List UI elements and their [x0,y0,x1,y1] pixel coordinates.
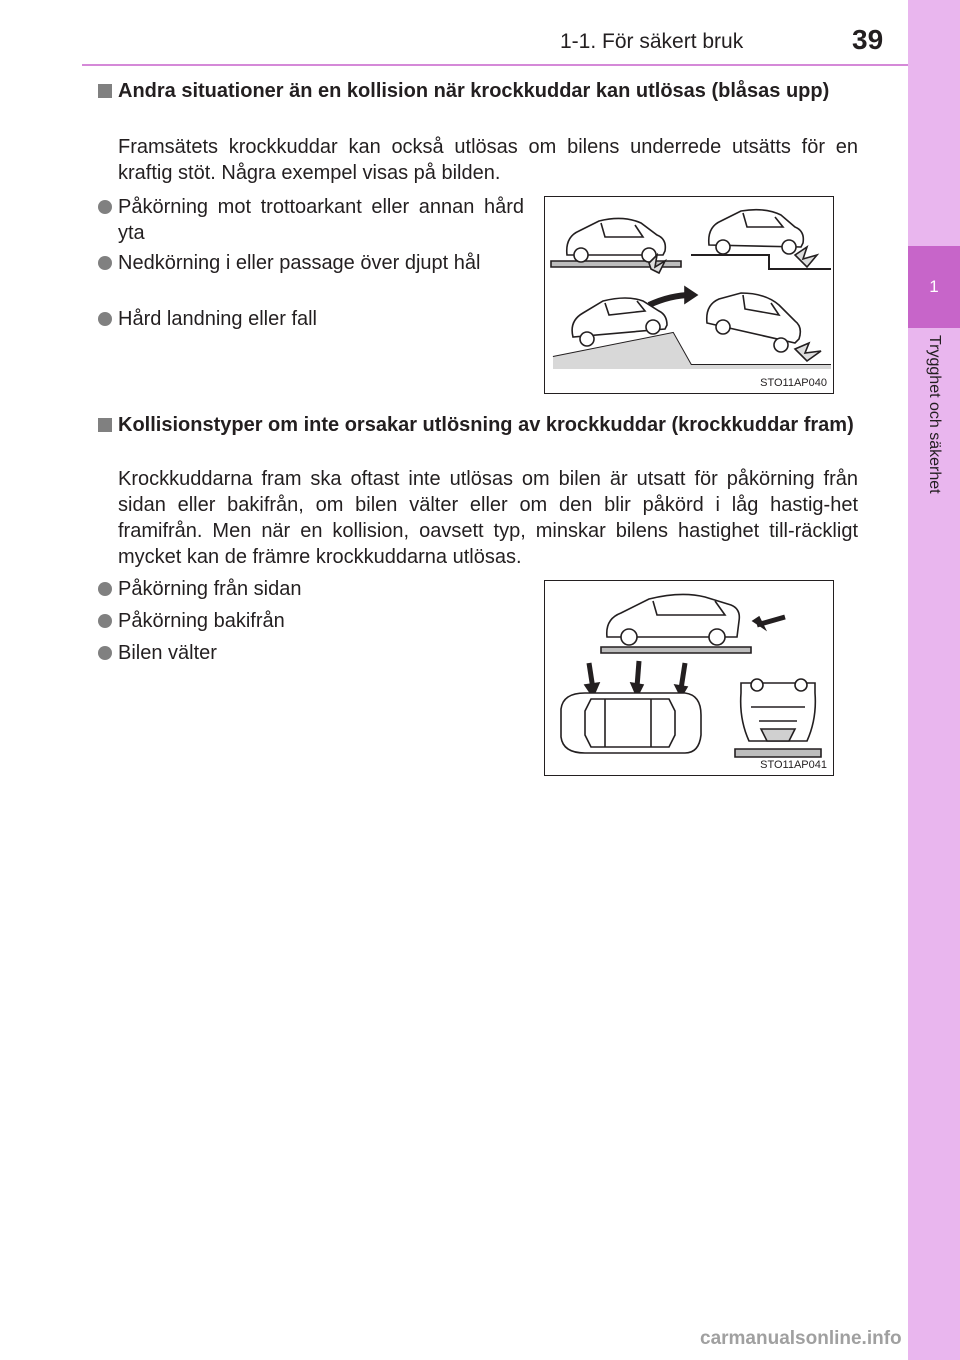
list-item: Påkörning från sidan [98,576,498,602]
section-heading-situations [98,78,862,104]
circle-bullet-icon [98,646,112,660]
list-item: Påkörning mot trottoarkant eller annan hård yta [98,194,524,246]
section-body-text: Krockkuddarna fram ska oftast inte utlösas om bilen är utsatt för påkörning från sidan eller bakifrån, om bilen välter eller om den blir påkörd i låg hastig-het framifrån. Men när en kollision, oavsett typ, minskar bilens hastighet till-räckligt mycket kan de främre krockkuddarna utlösas. [118,468,858,568]
section-heading-text: Kollisionstyper om inte orsakar utlösning av krockkuddar (krockkuddar fram) [118,414,854,436]
square-bullet-icon [98,418,112,432]
section-body-text: Framsätets krockkuddar kan också utlösas om bilens underrede utsätts för en kraftig stöt. Några exempel visas på bilden. [118,136,858,184]
circle-bullet-icon [98,200,112,214]
circle-bullet-icon [98,312,112,326]
page-number: 39 [852,24,884,55]
circle-bullet-icon [98,582,112,596]
list-item: Hård landning eller fall [98,306,524,332]
site-watermark: carmanualsonline.info [700,1328,902,1349]
circle-bullet-icon [98,614,112,628]
chapter-number-tab[interactable]: 1 [908,246,960,328]
section-heading-text: Andra situationer än en kollision när krockkuddar kan utlösas (blåsas upp) [118,80,830,102]
list-item: Nedkörning i eller passage över djupt hål [98,250,524,276]
circle-bullet-icon [98,256,112,270]
chapter-side-tab [908,0,960,1360]
chapter-title-label: Trygghet och säkerhet [926,335,943,494]
illustration-underbody-impacts [544,196,834,394]
figure-id-label: STO11AP041 [760,759,827,771]
cars-impact-illustration [545,197,832,392]
figure-id-label: STO11AP040 [760,377,827,389]
cars-collision-illustration [545,581,832,774]
header-divider [82,64,908,66]
illustration-non-deploy-collisions [544,580,834,776]
running-header-title: 1-1. För säkert bruk [560,30,744,53]
section-heading-non-deploy [98,412,862,438]
list-item: Påkörning bakifrån [98,608,498,634]
square-bullet-icon [98,84,112,98]
list-item: Bilen välter [98,640,498,666]
